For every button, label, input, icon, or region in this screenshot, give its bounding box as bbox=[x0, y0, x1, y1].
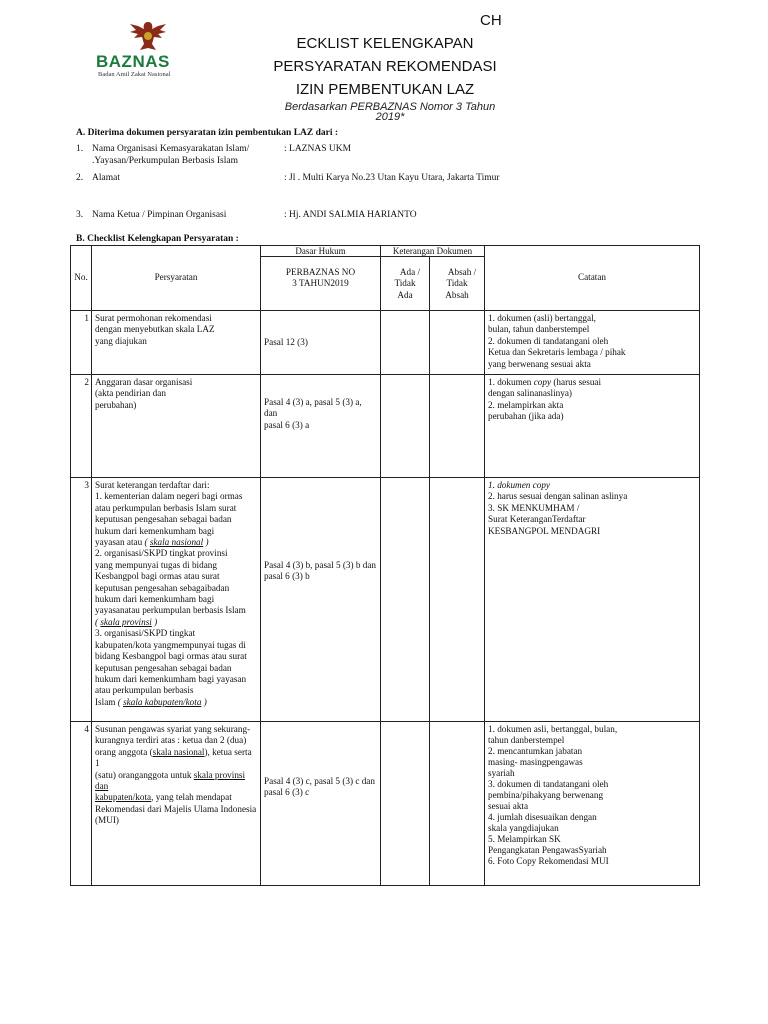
header-perbaznas-line-1: PERBAZNAS NO bbox=[285, 267, 356, 277]
row-1-no: 1 bbox=[71, 311, 92, 375]
header-perbaznas-line-2: 3 TAHUN2019 bbox=[292, 278, 349, 289]
row-4-catatan-line: syariah bbox=[488, 768, 515, 778]
row-4-persyaratan-line: kurangnya terdiri atas : ketua dan 2 (dua) bbox=[95, 735, 247, 746]
row-3-persyaratan-line: Surat keterangan terdaftar dari: bbox=[95, 480, 210, 490]
row-3-catatan-line: Surat KeteranganTerdaftar bbox=[488, 514, 586, 525]
garuda-emblem-icon bbox=[126, 18, 170, 54]
table-row bbox=[71, 478, 700, 722]
row-4-absah[interactable] bbox=[430, 722, 485, 886]
row-4-kabupaten-kota: kabupaten/kota bbox=[95, 792, 152, 803]
row-4-catatan-line: 5. Melampirkan SK bbox=[488, 834, 561, 844]
row-2-catatan bbox=[485, 375, 700, 478]
row-3-persyaratan-line: hukum dari kemenkumham bagi yayasan bbox=[95, 673, 247, 684]
info-item-1-label bbox=[92, 143, 249, 167]
row-4-persyaratan-line: Susunan pengawas syariat yang sekurang- bbox=[95, 724, 251, 734]
row-3-skala-nasional: skala nasional bbox=[149, 537, 204, 548]
row-4-persyaratan-line bbox=[95, 747, 257, 770]
info-item-2-value: : Jl . Multi Karya No.23 Utan Kayu Utara, Jakarta Timur bbox=[284, 173, 500, 183]
row-2-catatan-line: dengan salinanaslinya) bbox=[488, 388, 572, 399]
row-4-persyaratan-line bbox=[95, 770, 257, 793]
header-ada-line-2: Tidak bbox=[394, 278, 416, 289]
row-4-skala-provinsi: skala provinsi dan bbox=[95, 769, 246, 792]
row-3-persyaratan bbox=[92, 478, 261, 722]
table-row bbox=[71, 375, 700, 478]
header-persyaratan: Persyaratan bbox=[92, 246, 261, 311]
row-1-persyaratan-line: dengan menyebutkan skala LAZ bbox=[95, 324, 215, 335]
row-3-persyaratan-line: 3. organisasi/SKPD tingkat bbox=[95, 628, 196, 639]
row-2-persyaratan bbox=[92, 375, 261, 478]
row-4-catatan-line: 1. dokumen asli, bertanggal, bulan, bbox=[488, 724, 618, 734]
info-item-1-num: 1. bbox=[76, 144, 84, 154]
row-1-persyaratan-line: Surat permohonan rekomendasi bbox=[95, 313, 212, 323]
row-2-catatan-text: 1. dokumen bbox=[488, 377, 534, 387]
row-1-dasar-line: Pasal 12 (3) bbox=[264, 336, 308, 347]
row-1-catatan-line: 2. dokumen di tandatangani oleh bbox=[488, 335, 609, 346]
header-absah-line-1: Absah / bbox=[447, 267, 477, 277]
row-3-persyaratan-text: Islam bbox=[95, 696, 116, 707]
section-a-heading: A. Diterima dokumen persyaratan izin pembentukan LAZ dari : bbox=[76, 128, 339, 138]
row-4-catatan bbox=[485, 722, 700, 886]
info-item-2-label: Alamat bbox=[92, 173, 120, 183]
row-3-catatan-line: 1. dokumen copy bbox=[488, 480, 551, 490]
row-4-catatan-line: sesuai akta bbox=[488, 801, 529, 811]
header-catatan: Catatan bbox=[485, 246, 700, 311]
row-3-catatan bbox=[485, 478, 700, 722]
row-1-absah[interactable] bbox=[430, 311, 485, 375]
header-ada bbox=[381, 257, 430, 311]
row-4-catatan-line: masing- masingpengawas bbox=[488, 757, 583, 767]
row-3-persyaratan-line: atau perkumpulan berbasis bbox=[95, 685, 194, 696]
info-item-1-label-line-2: .Yayasan/Perkumpulan Berbasis Islam bbox=[92, 156, 239, 166]
row-3-skala-kabupaten: skala kabupaten/kota bbox=[123, 696, 202, 707]
row-3-persyaratan-line: yayasan atau ( skala nasional ) bbox=[95, 537, 209, 548]
row-1-dasar bbox=[261, 311, 381, 375]
row-1-ada[interactable] bbox=[381, 311, 430, 375]
row-4-no: 4 bbox=[71, 722, 92, 886]
row-3-persyaratan-line: keputusan pengesahan sebagaibadan bbox=[95, 582, 230, 593]
row-1-catatan-line: bulan, tahun danberstempel bbox=[488, 324, 590, 335]
row-4-persyaratan bbox=[92, 722, 261, 886]
row-2-dasar-line: pasal 6 (3) a bbox=[264, 419, 310, 430]
row-4-persyaratan-line bbox=[95, 792, 257, 803]
row-3-persyaratan-line: Islam ( skala kabupaten/kota ) bbox=[95, 696, 207, 707]
row-4-catatan-line: Pengangkatan PengawasSyariah bbox=[488, 845, 607, 855]
row-1-catatan bbox=[485, 311, 700, 375]
row-4-persyaratan-text: ), ketua serta 1 bbox=[95, 746, 252, 769]
row-3-persyaratan-line: hukum dari kemenkumham bagi bbox=[95, 594, 215, 605]
row-2-catatan-line bbox=[488, 377, 696, 388]
row-2-catatan-line: perubahan (jika ada) bbox=[488, 411, 564, 422]
subtitle-line-1: Berdasarkan PERBAZNAS Nomor 3 Tahun bbox=[284, 101, 496, 113]
row-4-catatan-line: 6. Foto Copy Rekomendasi MUI bbox=[488, 856, 609, 866]
row-1-catatan-line: yang berwenang sesuai akta bbox=[488, 358, 591, 369]
header-ada-line-3: Ada bbox=[397, 289, 413, 300]
info-item-3-num: 3. bbox=[76, 210, 84, 220]
info-item-3-label: Nama Ketua / Pimpinan Organisasi bbox=[92, 210, 227, 220]
row-4-persyaratan-line: (MUI) bbox=[95, 815, 119, 826]
row-3-catatan-line: 3. SK MENKUMHAM / bbox=[488, 502, 580, 513]
title-line-2: PERSYARATAN REKOMENDASI bbox=[273, 58, 497, 75]
row-3-persyaratan-line: 1. kementerian dalam negeri bagi ormas bbox=[95, 491, 243, 502]
title-line-1: ECKLIST KELENGKAPAN bbox=[296, 35, 474, 52]
info-item-1-value: : LAZNAS UKM bbox=[284, 144, 352, 154]
row-3-no: 3 bbox=[71, 478, 92, 722]
row-3-persyaratan-line: atau perkumpulan berbasis Islam surat bbox=[95, 502, 237, 513]
row-2-persyaratan-line: perubahan) bbox=[95, 399, 137, 410]
header-absah bbox=[430, 257, 485, 311]
row-2-catatan-copy: copy bbox=[533, 377, 552, 387]
row-3-skala-provinsi: skala provinsi bbox=[100, 616, 152, 627]
row-3-dasar-line: Pasal 4 (3) b, pasal 5 (3) b dan bbox=[264, 560, 377, 570]
checklist-table bbox=[70, 245, 700, 886]
info-item-3-value: : Hj. ANDI SALMIA HARIANTO bbox=[284, 210, 417, 220]
row-1-persyaratan bbox=[92, 311, 261, 375]
header-absah-line-3: Absah bbox=[445, 289, 469, 300]
row-3-persyaratan-line: kabupaten/kota yangmempunyai tugas di bbox=[95, 639, 246, 650]
row-3-persyaratan-line: yang mempunyai tugas di bidang bbox=[95, 559, 217, 570]
row-3-persyaratan-line: ( skala provinsi ) bbox=[95, 616, 158, 627]
row-4-dasar bbox=[261, 722, 381, 886]
logo-text: BAZNAS bbox=[96, 52, 170, 71]
row-3-catatan-line: 2. harus sesuai dengan salinan aslinya bbox=[488, 491, 628, 502]
row-4-skala-nasional: skala nasional bbox=[152, 746, 205, 757]
row-4-persyaratan-line: Rekomendasi dari Majelis Ulama Indonesia bbox=[95, 803, 257, 814]
row-2-dasar-line: dan bbox=[264, 408, 278, 419]
row-3-persyaratan-line: keputusan pengesahan sebagai badan bbox=[95, 662, 232, 673]
row-4-catatan-line: 3. dokumen di tandatangani oleh bbox=[488, 779, 609, 789]
row-3-persyaratan-line: keputusan pengesahan sebagai badan bbox=[95, 514, 232, 525]
info-item-2-num: 2. bbox=[76, 173, 84, 183]
row-2-persyaratan-line: (akta pendirian dan bbox=[95, 388, 166, 399]
row-4-persyaratan-text: (satu) oranganggota untuk bbox=[95, 769, 194, 780]
header-dasar-hukum: Dasar Hukum bbox=[261, 246, 381, 257]
header-keterangan-dokumen: Keterangan Dokumen bbox=[381, 246, 485, 257]
row-4-dasar-line: pasal 6 (3) c bbox=[264, 787, 310, 798]
header-absah-line-2: Tidak bbox=[446, 278, 468, 289]
info-item-1-label-line-1: Nama Organisasi Kemasyarakatan Islam/ bbox=[92, 144, 250, 154]
row-4-catatan-line: skala yangdiajukan bbox=[488, 823, 559, 833]
row-4-persyaratan-text: orang anggota ( bbox=[95, 746, 153, 757]
title-line-3: IZIN PEMBENTUKAN LAZ bbox=[295, 81, 475, 98]
baznas-logo bbox=[96, 18, 206, 82]
corner-text: CH bbox=[480, 12, 502, 29]
row-4-catatan-line: tahun danberstempel bbox=[488, 735, 565, 745]
logo-subtext: Badan Amil Zakat Nasional bbox=[98, 71, 171, 78]
header-ada-line-1: Ada / bbox=[399, 267, 421, 277]
row-2-catatan-line: 2. melampirkan akta bbox=[488, 399, 564, 410]
row-4-ada[interactable] bbox=[381, 722, 430, 886]
row-2-no: 2 bbox=[71, 375, 92, 478]
header-no: No. bbox=[71, 246, 92, 311]
subtitle bbox=[270, 102, 510, 122]
row-4-dasar-line: Pasal 4 (3) c, pasal 5 (3) c dan bbox=[264, 776, 375, 786]
row-4-catatan-line: 4. jumlah disesuaikan dengan bbox=[488, 812, 597, 822]
table-row bbox=[71, 722, 700, 886]
row-2-persyaratan-line: Anggaran dasar organisasi bbox=[95, 377, 193, 387]
row-2-ada[interactable] bbox=[381, 375, 430, 478]
header-perbaznas bbox=[261, 257, 381, 311]
row-3-catatan-line: KESBANGPOL MENDAGRI bbox=[488, 525, 601, 536]
row-3-ada[interactable] bbox=[381, 478, 430, 722]
row-3-persyaratan-line: bidang Kesbangpol bagi ormas atau surat bbox=[95, 651, 247, 662]
row-3-dasar bbox=[261, 478, 381, 722]
row-1-persyaratan-line: yang diajukan bbox=[95, 335, 147, 346]
row-3-persyaratan-line: Kesbangpol bagi ormas atau surat bbox=[95, 571, 220, 582]
row-1-catatan-line: 1. dokumen (asli) bertanggal, bbox=[488, 313, 596, 323]
row-4-catatan-line: 2. mencantumkan jabatan bbox=[488, 746, 583, 756]
row-4-catatan-line: pembina/pihakyang berwenang bbox=[488, 790, 604, 800]
row-4-persyaratan-text: , yang telah mendapat bbox=[151, 792, 232, 803]
row-2-dasar-line: Pasal 4 (3) a, pasal 5 (3) a, bbox=[264, 397, 362, 407]
table-header-top bbox=[71, 246, 700, 257]
row-3-persyaratan-line: 2. organisasi/SKPD tingkat provinsi bbox=[95, 548, 228, 559]
section-b-heading: B. Checklist Kelengkapan Persyaratan : bbox=[76, 234, 239, 244]
row-3-dasar-line: pasal 6 (3) b bbox=[264, 571, 310, 582]
row-2-absah[interactable] bbox=[430, 375, 485, 478]
subtitle-line-2: 2019* bbox=[375, 111, 405, 123]
row-3-persyaratan-line: hukum dari kemenkumham bagi bbox=[95, 525, 215, 536]
row-1-catatan-line: Ketua dan Sekretaris lembaga / pihak bbox=[488, 347, 626, 358]
row-3-absah[interactable] bbox=[430, 478, 485, 722]
table-row bbox=[71, 311, 700, 375]
row-2-dasar bbox=[261, 375, 381, 478]
row-2-catatan-text: (harus sesuai bbox=[551, 377, 602, 387]
row-3-persyaratan-line: yayasanatau perkumpulan berbasis Islam bbox=[95, 605, 246, 616]
row-3-persyaratan-text: yayasan atau bbox=[95, 537, 143, 548]
